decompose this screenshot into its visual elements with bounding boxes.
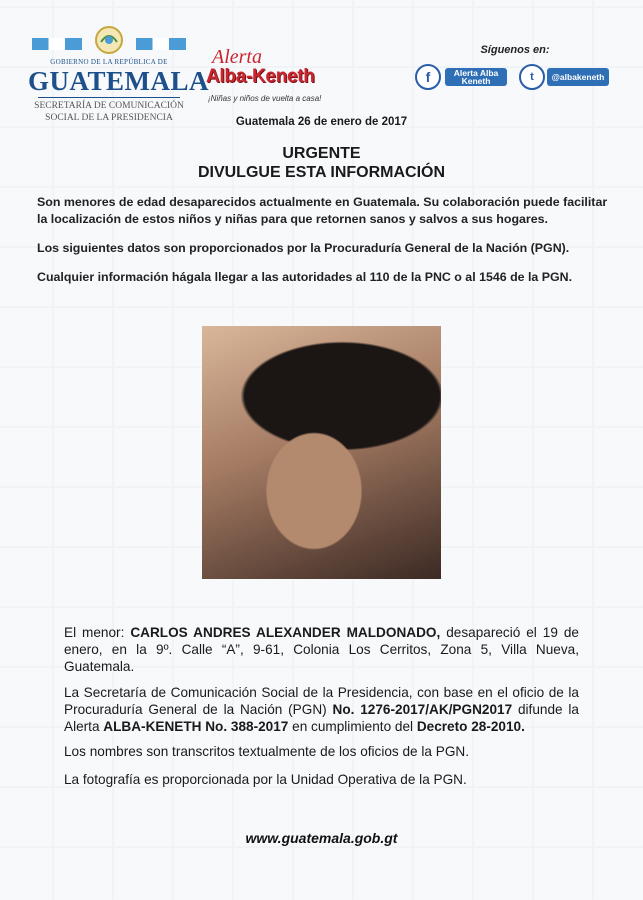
text-run: en cumplimiento del (288, 719, 417, 734)
text-run: difunde la Alerta (64, 702, 579, 734)
government-logo (28, 24, 210, 129)
alerta-alba-keneth-logo (206, 46, 336, 110)
twitter-link[interactable]: @albakeneth (547, 68, 609, 86)
gov-small-label: GOBIERNO DE LA REPÚBLICA DE (50, 58, 168, 66)
alerta-number: ALBA-KENETH No. 388-2017 (103, 719, 289, 734)
website-link[interactable]: www.guatemala.gob.gt (245, 830, 398, 846)
coat-of-arms-icon (92, 24, 126, 56)
social-links (415, 44, 615, 90)
intro-paragraph: Cualquier información hágala llegar a las autoridades al 110 de la PNC o al 1546 de la PGN. (37, 270, 573, 284)
child-details-paragraph (64, 624, 579, 675)
facebook-link[interactable]: Alerta Alba Keneth (445, 68, 507, 86)
decreto-number: Decreto 28-2010. (416, 719, 525, 734)
twitter-icon[interactable]: t (519, 64, 545, 90)
gov-secretaria-line-1: SECRETARÍA DE COMUNICACIÓN (34, 101, 184, 111)
alerta-name: Alba-Keneth (206, 66, 315, 87)
gov-divider (38, 97, 180, 98)
alerta-tagline: ¡Niñas y niños de vuelta a casa! (208, 94, 322, 103)
missing-child-photo (202, 326, 441, 579)
oficio-number: No. 1276-2017/AK/PGN2017 (332, 702, 513, 717)
text-run: La Secretaría de Comunicación Social de la Presidencia, con base en el oficio de la Procuraduría General de la Nación (PGN) (64, 685, 579, 717)
child-name: CARLOS ANDRES ALEXANDER MALDONADO, (130, 625, 441, 640)
text-run: El menor: (64, 625, 131, 640)
date-line: Guatemala 26 de enero de 2017 (235, 116, 408, 128)
headline-divulgue: DIVULGUE ESTA INFORMACIÓN (197, 164, 446, 181)
photo-note: La fotografía es proporcionada por la Unidad Operativa de la PGN. (64, 772, 467, 787)
gov-country-name: GUATEMALA (28, 66, 210, 96)
names-note: Los nombres son transcritos textualmente de los oficios de la PGN. (64, 744, 469, 759)
flag-ribbon-right (136, 38, 186, 50)
alerta-word: Alerta (212, 46, 262, 68)
intro-paragraph: Los siguientes datos son proporcionados por la Procuraduría General de la Nación (PGN). (37, 241, 570, 255)
headline-urgente: URGENTE (282, 145, 361, 162)
intro-paragraph: Son menores de edad desaparecidos actualmente en Guatemala. Su colaboración puede facilitar la localización de estos niños y niñas para que retornen sanos y salvos a sus hogares. (37, 195, 608, 226)
social-title: Síguenos en: (480, 44, 550, 56)
secretaria-paragraph (64, 684, 579, 735)
facebook-icon[interactable]: f (415, 64, 441, 90)
text-run: desapareció el 19 de enero, en la 9º. Calle “A”, 9-61, Colonia Los Cerritos, Zona 5, Villa Nueva, Guatemala. (64, 625, 579, 674)
gov-secretaria-line-2: SOCIAL DE LA PRESIDENCIA (45, 113, 173, 123)
flag-ribbon-left (32, 38, 82, 50)
